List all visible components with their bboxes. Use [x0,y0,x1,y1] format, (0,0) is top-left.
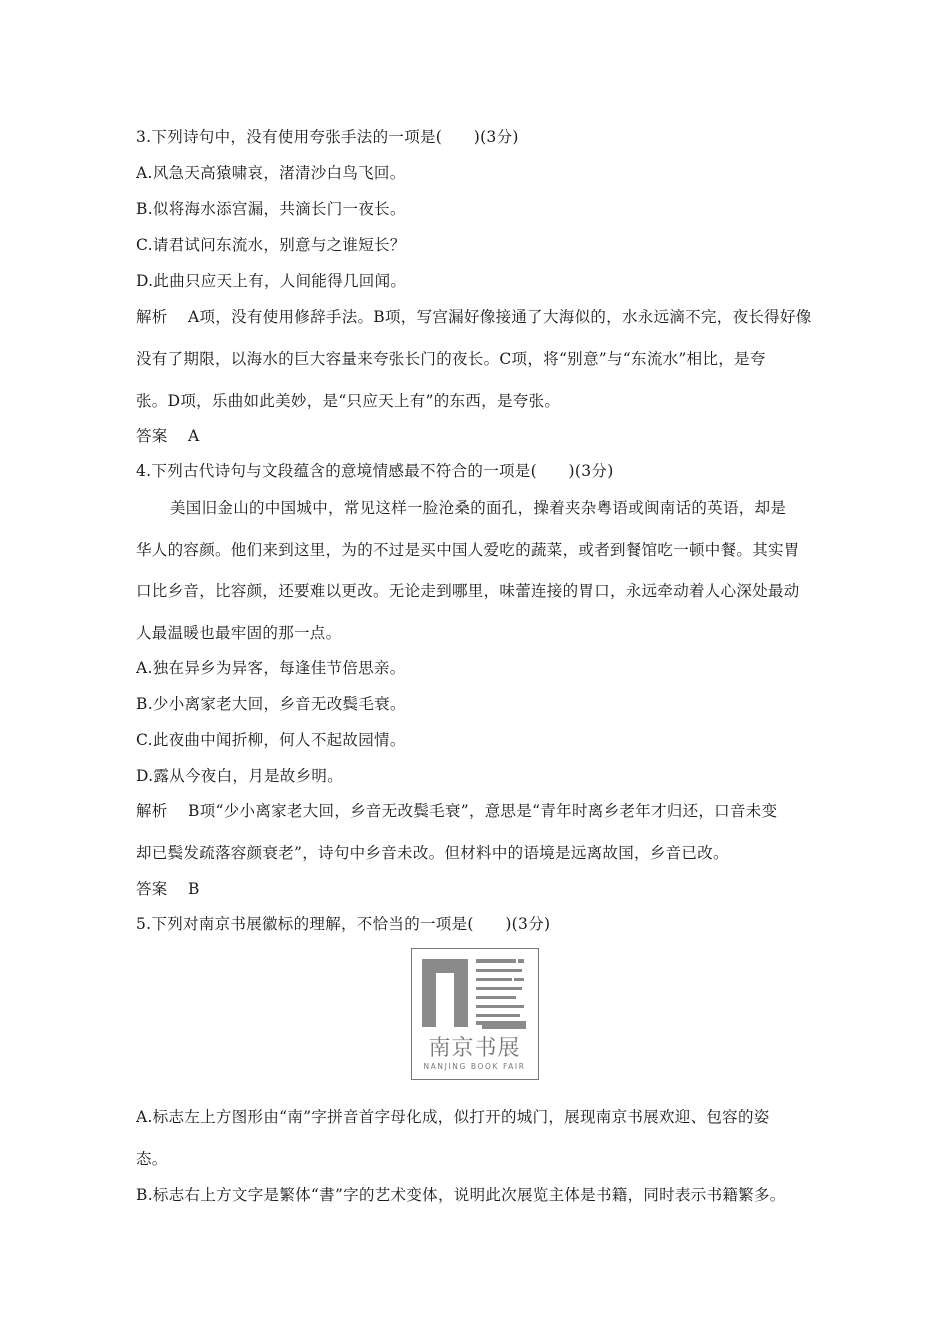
q4-option-c: C.此夜曲中闻折柳，何人不起故园情。 [136,731,406,749]
logo-base-shape [476,1021,526,1029]
q4-passage-line-4: 人最温暖也最牢固的那一点。 [136,624,342,642]
logo-line [518,959,524,963]
logo-english-title: NANJING BOOK FAIR [423,1062,526,1071]
q3-answer-value: A [188,427,200,445]
q4-answer-value: B [188,880,200,898]
q4-stem: 4.下列古代诗句与文段蕴含的意境情感最不符合的一项是( )(3分) [136,462,614,480]
logo-line [476,978,512,981]
q3-analysis-line-3: 张。D项，乐曲如此美妙，是“只应天上有”的东西，是夸张。 [136,392,561,410]
q3-stem: 3.下列诗句中，没有使用夸张手法的一项是( )(3分) [136,128,519,146]
q3-option-c: C.请君试问东流水，别意与之谁短长？ [136,236,406,254]
q5-option-b: B.标志右上方文字是繁体“書”字的艺术变体，说明此次展览主体是书籍，同时表示书籍繁多。 [136,1186,786,1204]
q3-analysis-line-2: 没有了期限，以海水的巨大容量来夸张长门的夜长。C项，将“别意”与“东流水”相比，是夸 [136,350,766,368]
q4-answer-label: 答案 [136,880,168,898]
logo-n-gate-shape [422,959,468,1027]
logo-line [476,1014,520,1017]
logo-line [476,969,522,972]
q4-analysis-line-1: 解析 B项“少小离家老大回，乡音无改鬓毛衰”，意思是“青年时离乡老年才归还，口音未变 [136,802,778,820]
q4-option-b: B.少小离家老大回，乡音无改鬓毛衰。 [136,695,406,713]
logo-line [476,1005,524,1008]
q4-option-d: D.露从今夜白，月是故乡明。 [136,767,344,785]
q3-option-b: B.似将海水添宫漏，共滴长门一夜长。 [136,200,406,218]
q5-option-a-line-1: A.标志左上方图形由“南”字拼音首字母化成，似打开的城门，展现南京书展欢迎、包容的姿 [136,1108,770,1126]
logo-line [476,996,516,999]
q3-analysis-line-1: 解析 A项，没有使用修辞手法。B项，写宫漏好像接通了大海似的，水永远滴不完，夜长得好像 [136,308,812,326]
q3-answer-label: 答案 [136,427,168,445]
logo-line [476,959,516,963]
q4-answer [136,878,826,900]
q3-answer [136,425,826,447]
q4-analysis-label: 解析 [136,802,168,820]
q5-stem: 5.下列对南京书展徽标的理解，不恰当的一项是( )(3分) [136,915,551,933]
q3-option-d: D.此曲只应天上有，人间能得几回闻。 [136,272,407,290]
q3-option-a: A.风急天高猿啸哀，渚清沙白鸟飞回。 [136,164,406,182]
q4-passage-line-3: 口比乡音，比容颜，还要难以更改。无论走到哪里，味蕾连接的胃口，永远牵动着人心深处最动 [136,582,800,600]
q4-passage-line-2: 华人的容颜。他们来到这里，为的不过是买中国人爱吃的蔬菜，或者到餐馆吃一顿中餐。其实胃 [136,541,800,559]
q4-passage-line-1: 美国旧金山的中国城中，常见这样一脸沧桑的面孔，操着夹杂粤语或闽南话的英语，却是 [170,499,787,517]
logo-graphic [412,949,537,1037]
q3-analysis-label: 解析 [136,308,168,326]
q4-option-a: A.独在异乡为异客，每逢佳节倍思亲。 [136,659,406,677]
logo-line [476,987,522,990]
logo-line [514,978,524,981]
nanjing-book-fair-logo [411,948,539,1080]
q4-analysis-line-2: 却已鬓发疏落容颜衰老”，诗句中乡音未改。但材料中的语境是远离故国，乡音已改。 [136,844,729,862]
logo-chinese-title: 南京书展 [428,1036,521,1061]
q5-option-a-line-2: 态。 [136,1150,168,1168]
